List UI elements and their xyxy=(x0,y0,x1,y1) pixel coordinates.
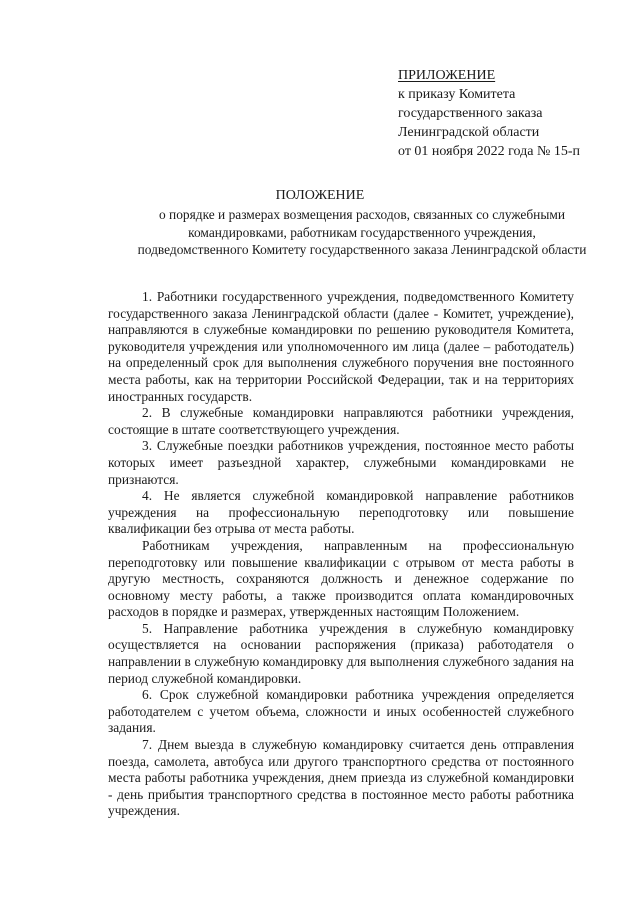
appendix-line: государственного заказа xyxy=(398,106,543,121)
paragraph: 1. Работники государственного учреждения, подведомственного Комитету государственного заказа Ленинградской области (далее - Комитет, учреждение), направляются в служебные командировки по решению руководителя Комитета, руководителя учреждения или уполномоченного им лица (далее – работодатель) на определенный срок для выполнения служебного поручения вне постоянного места работы, как на территории Российской Федерации, так и на территориях иностранных государств. xyxy=(108,289,574,404)
paragraph: Работникам учреждения, направленным на профессиональную переподготовку или повышение квалификации с отрывом от места работы в другую местность, сохраняются должность и денежное содержание по основному месту работы, а также производится оплата командировочных расходов в порядке и размерах, утвержденных настоящим Положением. xyxy=(108,537,574,620)
appendix-line: от 01 ноября 2022 года № 15-п xyxy=(398,144,580,159)
paragraph: 5. Направление работника учреждения в служебную командировку осуществляется на основании распоряжения (приказа) работодателя о направлении в служебную командировку для выполнения служебного задания на период служебной командировки. xyxy=(108,620,574,686)
document-title: ПОЛОЖЕНИЕ xyxy=(275,188,365,203)
paragraph: 3. Служебные поездки работников учреждения, постоянное место работы которых имеет разъездной характер, служебными командировками не признаются. xyxy=(108,438,574,487)
document-subtitle: о порядке и размерах возмещения расходов, связанных со служебными командировками, работникам государственного учреждения, подведомственного Комитету государственного заказа Ленинградской области xyxy=(137,207,587,257)
paragraph: 4. Не является служебной командировкой направление работников учреждения на профессиональную переподготовку или повышение квалификации без отрыва от места работы. xyxy=(108,488,574,537)
appendix-header xyxy=(398,66,628,161)
paragraph: 6. Срок служебной командировки работника учреждения определяется работодателем с учетом объема, сложности и иных особенностей служебного задания. xyxy=(108,687,574,736)
appendix-line: Ленинградской области xyxy=(398,125,540,140)
paragraph: 7. Днем выезда в служебную командировку считается день отправления поезда, самолета, автобуса или другого транспортного средства от постоянного места работы работника учреждения, днем приезда из служебной командировки - день прибытия транспортного средства в постоянное место работы работника учреждения. xyxy=(108,737,574,819)
document-body xyxy=(108,289,574,820)
appendix-line: к приказу Комитета xyxy=(398,87,516,102)
paragraph: 2. В служебные командировки направляются работники учреждения, состоящие в штате соответствующего учреждения. xyxy=(108,405,574,437)
appendix-title: ПРИЛОЖЕНИЕ xyxy=(398,68,496,83)
